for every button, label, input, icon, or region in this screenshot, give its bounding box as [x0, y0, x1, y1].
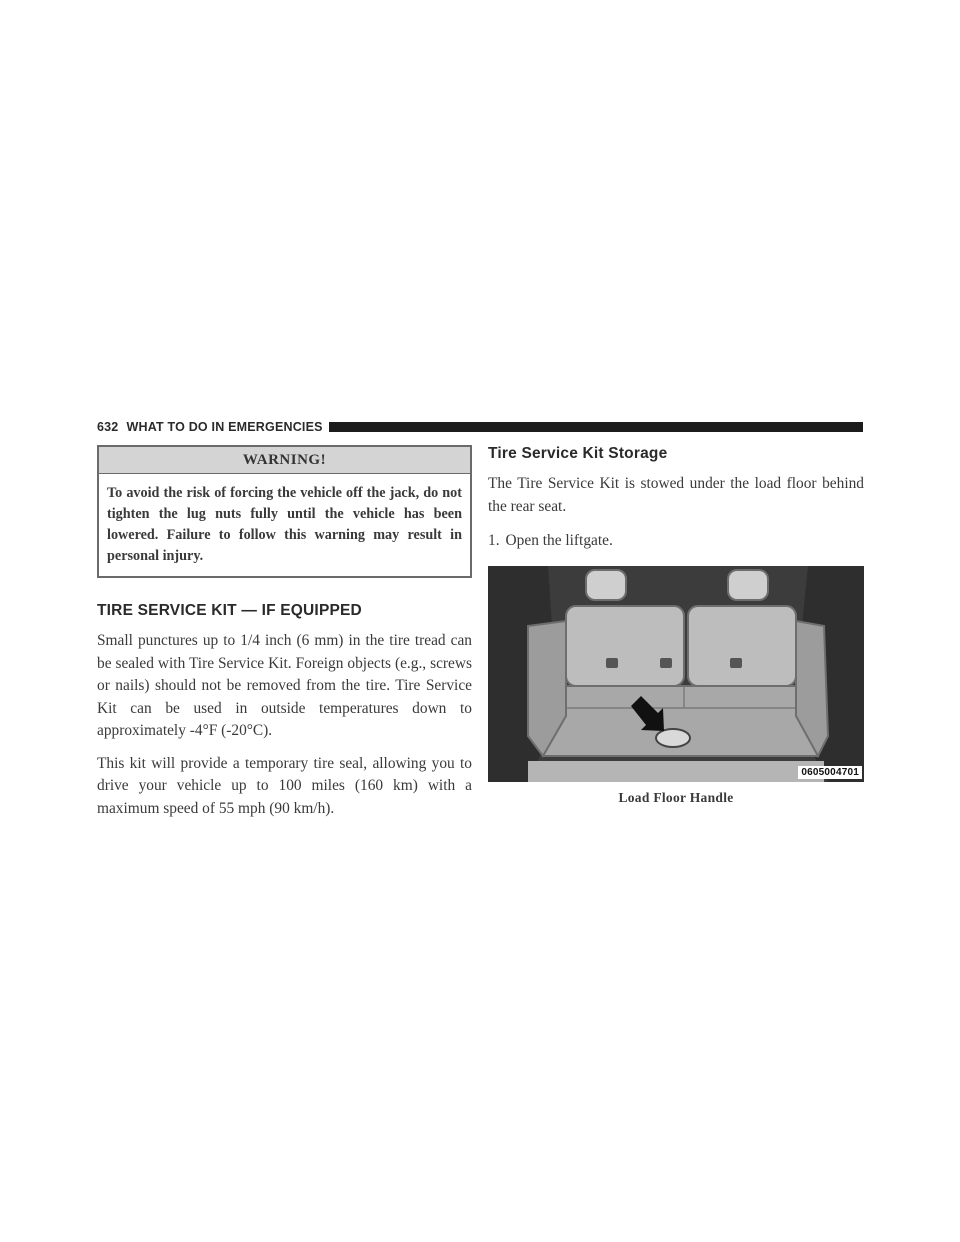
warning-box [97, 445, 472, 578]
step-item [488, 530, 864, 553]
cargo-area-icon [488, 566, 864, 782]
tire-service-kit-paragraph-1: Small punctures up to 1/4 inch (6 mm) in the tire tread can be sealed with Tire Service Kit. Foreign objects (e.g., screws or nails) should not be removed from the tire. Tire Service Kit can be used in outside temperatures down to approximately -4°F (-20°C). [97, 632, 472, 739]
step-text: Open the liftgate. [505, 532, 613, 549]
section-title: WHAT TO DO IN EMERGENCIES [126, 420, 323, 434]
figure-code: 0605004701 [798, 766, 862, 779]
storage-heading: Tire Service Kit Storage [488, 445, 668, 462]
tire-service-kit-paragraph-2: This kit will provide a temporary tire seal, allowing you to drive your vehicle up to 100 miles (160 km) with a maximum speed of 55 mph (90 km/h). [97, 754, 472, 817]
left-column [97, 445, 472, 820]
tire-service-kit-heading: TIRE SERVICE KIT — IF EQUIPPED [97, 602, 362, 619]
cargo-area-illustration [488, 566, 864, 782]
figure-caption: Load Floor Handle [618, 790, 734, 805]
warning-title: WARNING! [99, 447, 470, 474]
step-number: 1. [488, 532, 500, 549]
header-rule [329, 422, 863, 432]
warning-text: To avoid the risk of forcing the vehicle off the jack, do not tighten the lug nuts fully until the vehicle has been lowered. Failure to follow this warning may result in personal injury. [107, 485, 462, 564]
page-header [97, 418, 863, 436]
storage-intro: The Tire Service Kit is stowed under the load floor behind the rear seat. [488, 475, 864, 515]
page-number: 632 [97, 420, 119, 434]
